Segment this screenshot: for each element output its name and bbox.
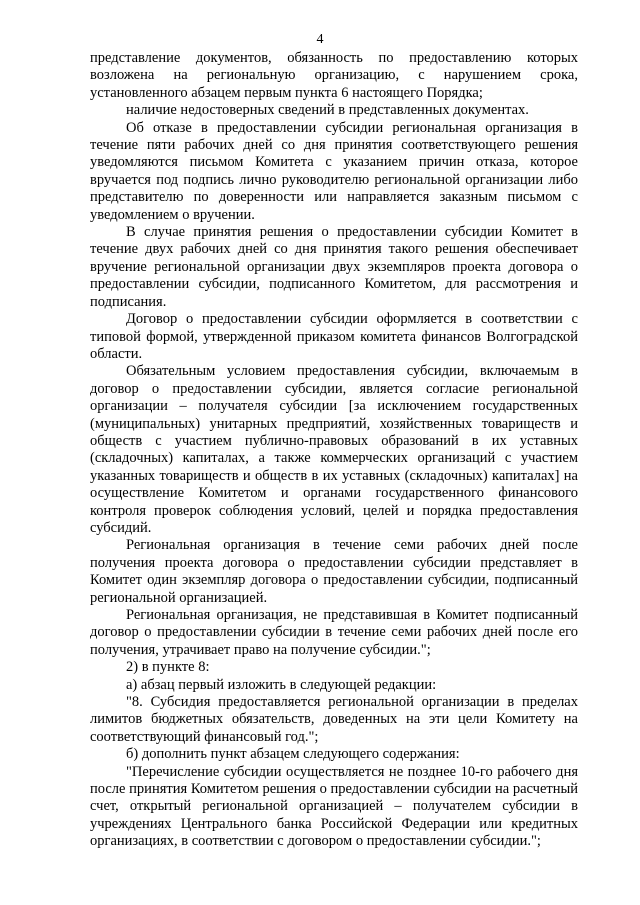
- paragraph: Региональная организация в течение семи рабочих дней после получения проекта договора о предоставлении субсидии представляет в Комитет один экземпляр договора о предоставлении субсидии, подписанный региональной организацией.: [90, 537, 578, 606]
- paragraph: Региональная организация, не представившая в Комитет подписанный договор о предоставлении субсидии в течение семи рабочих дней после его получения, утрачивает право на получение субсидии.";: [90, 607, 578, 658]
- paragraph: а) абзац первый изложить в следующей редакции:: [126, 676, 437, 693]
- paragraph: Договор о предоставлении субсидии оформляется в соответствии с типовой формой, утвержденной приказом комитета финансов Волгоградской области.: [90, 311, 578, 362]
- paragraph: б) дополнить пункт абзацем следующего содержания:: [126, 746, 460, 763]
- paragraph: Об отказе в предоставлении субсидии региональная организация в течение пяти рабочих дней со дня принятия соответствующего решения уведомляются письмом Комитета с указанием причин отказа, которое вручается под подпись лично руководителю региональной организации либо представителю по доверенности или направляется заказным письмом с уведомлением о вручении.: [90, 119, 578, 223]
- paragraph: "8. Субсидия предоставляется региональной организации в пределах лимитов бюджетных обязательств, доведенных на эти цели Комитету на соответствующий финансовый год.";: [90, 694, 578, 745]
- paragraph: Обязательным условием предоставления субсидии, включаемым в договор о предоставлении субсидии, является согласие региональной организации – получателя субсидии [за исключением государственных (муниципальных) унитарных предприятий, хозяйственных товариществ и обществ с участием публично-правовых образований в их уставных (складочных) капиталах, а также коммерческих организаций с участием указанных товариществ и обществ в их уставных (складочных) капиталах] на осуществление Комитетом и органами государственного финансового контроля проверок соблюдения условий, целей и порядка предоставления субсидий.: [90, 363, 578, 536]
- paragraph: наличие недостоверных сведений в представленных документах.: [126, 102, 529, 119]
- paragraph: 2) в пункте 8:: [126, 659, 210, 676]
- paragraph-continuation: представление документов, обязанность по предоставлению которых возложена на региональную организацию, с нарушением срока, установленного абзацем первым пункта 6 настоящего Порядка;: [90, 50, 578, 101]
- document-body: [90, 50, 578, 851]
- paragraph: В случае принятия решения о предоставлении субсидии Комитет в течение двух рабочих дней со дня принятия такого решения обеспечивает вручение региональной организации двух экземпляров проекта договора о предоставлении субсидии, подписанного Комитетом, для рассмотрения и подписания.: [90, 224, 578, 310]
- paragraph: "Перечисление субсидии осуществляется не позднее 10-го рабочего дня после принятия Комитетом решения о предоставлении субсидии на расчетный счет, открытый региональной организацией – получателем субсидии в учреждениях Центрального банка Российской Федерации или кредитных организациях, в соответствии с договором о предоставлении субсидии.";: [90, 763, 578, 850]
- page-number: 4: [316, 32, 324, 47]
